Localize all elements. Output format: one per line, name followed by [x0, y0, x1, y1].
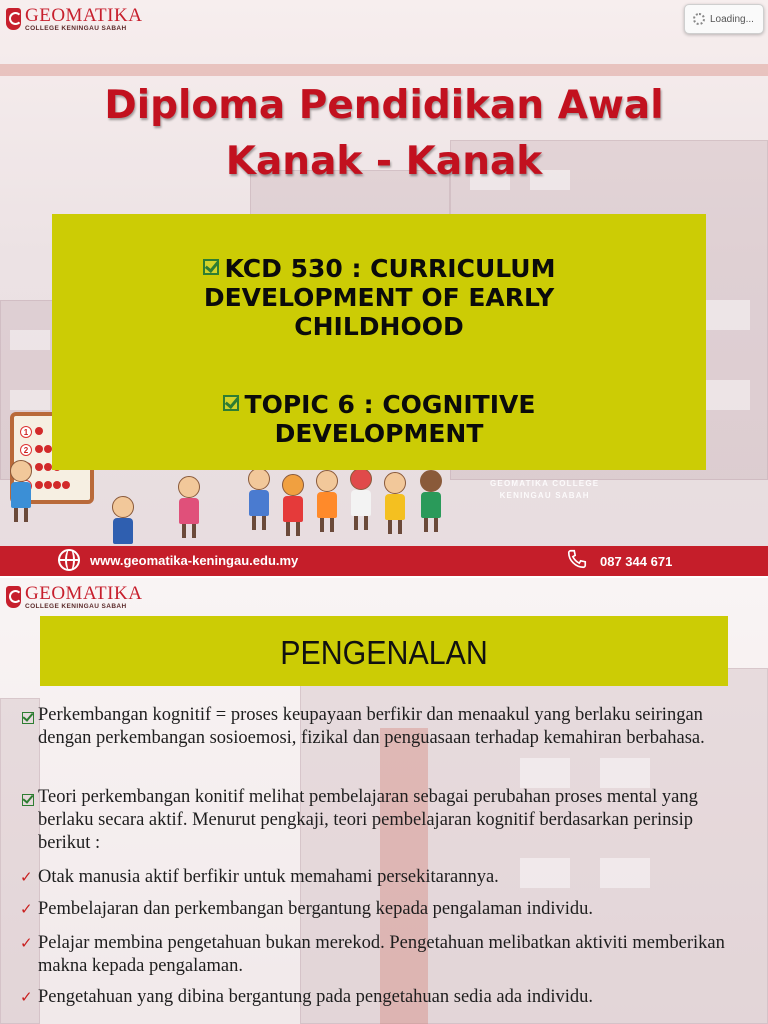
counting-board: 1 2	[10, 412, 94, 504]
logo-emblem-icon	[6, 586, 21, 608]
phone-number: 087 344 671	[600, 554, 673, 569]
loading-indicator	[684, 4, 764, 34]
slide-title-line1: Diploma Pendidikan Awal	[104, 83, 664, 128]
course-title-line3: CHILDHOOD	[294, 312, 464, 341]
college-logo	[6, 6, 142, 33]
logo-name: GEOMATIKA	[25, 583, 143, 604]
slide-title-line2: Kanak - Kanak	[225, 139, 543, 184]
tick-icon: ✓	[20, 988, 33, 1006]
section-heading-box	[40, 616, 728, 686]
loading-label: Loading...	[710, 13, 754, 25]
paragraph-theory: Teori perkembangan konitif melihat pembelajaran sebagai perubahan proses mental yang berlaku secara aktif. Menurut pengkaji, teori pembelajaran kognitif berdasarkan perinsip berikut :	[22, 786, 742, 855]
logo-name: GEOMATIKA	[25, 5, 143, 26]
list-item: ✓ Otak manusia aktif berfikir untuk memahami persekitarannya.	[20, 867, 499, 887]
checkbox-icon	[203, 259, 219, 275]
logo-subtitle: COLLEGE KENINGAU SABAH	[25, 25, 127, 32]
list-item: ✓ Pembelajaran dan perkembangan bergantung kepada pengalaman individu.	[20, 899, 593, 919]
phone-icon	[566, 548, 588, 570]
college-logo	[6, 584, 142, 611]
logo-emblem-icon	[6, 8, 21, 30]
school-building-sign: GEOMATIKA COLLEGE KENINGAU SABAH	[490, 479, 600, 500]
globe-icon	[58, 549, 80, 571]
list-item: ✓ Pengetahuan yang dibina bergantung pada pengetahuan sedia ada individu.	[20, 987, 593, 1007]
topic-line: TOPIC 6 : COGNITIVE	[52, 391, 706, 419]
checkbox-icon	[223, 395, 239, 411]
tick-icon: ✓	[20, 868, 33, 886]
checkbox-icon	[22, 794, 34, 806]
course-code-line: KCD 530 : CURRICULUM	[52, 255, 706, 283]
tick-icon: ✓	[20, 900, 33, 918]
checkbox-icon	[22, 712, 34, 724]
course-title-line2: DEVELOPMENT OF EARLY	[203, 283, 555, 312]
list-item: ✓ Pelajar membina pengetahuan bukan merekod. Pengetahuan melibatkan aktiviti memberikan makna kepada pengalaman.	[20, 933, 725, 976]
spinner-icon	[693, 13, 705, 25]
course-info-box	[52, 214, 706, 470]
tick-icon: ✓	[20, 934, 33, 952]
website-link[interactable]: www.geomatika-keningau.edu.my	[90, 553, 299, 568]
topic-title-line2: DEVELOPMENT	[274, 419, 484, 448]
section-heading: PENGENALAN	[280, 634, 488, 671]
logo-subtitle: COLLEGE KENINGAU SABAH	[25, 603, 127, 610]
paragraph-definition: Perkembangan kognitif = proses keupayaan berfikir dan menaakul yang berlaku seiringan dengan perkembangan sosioemosi, fizikal dan penguasaan terhadap kemahiran berbahasa.	[22, 704, 742, 750]
